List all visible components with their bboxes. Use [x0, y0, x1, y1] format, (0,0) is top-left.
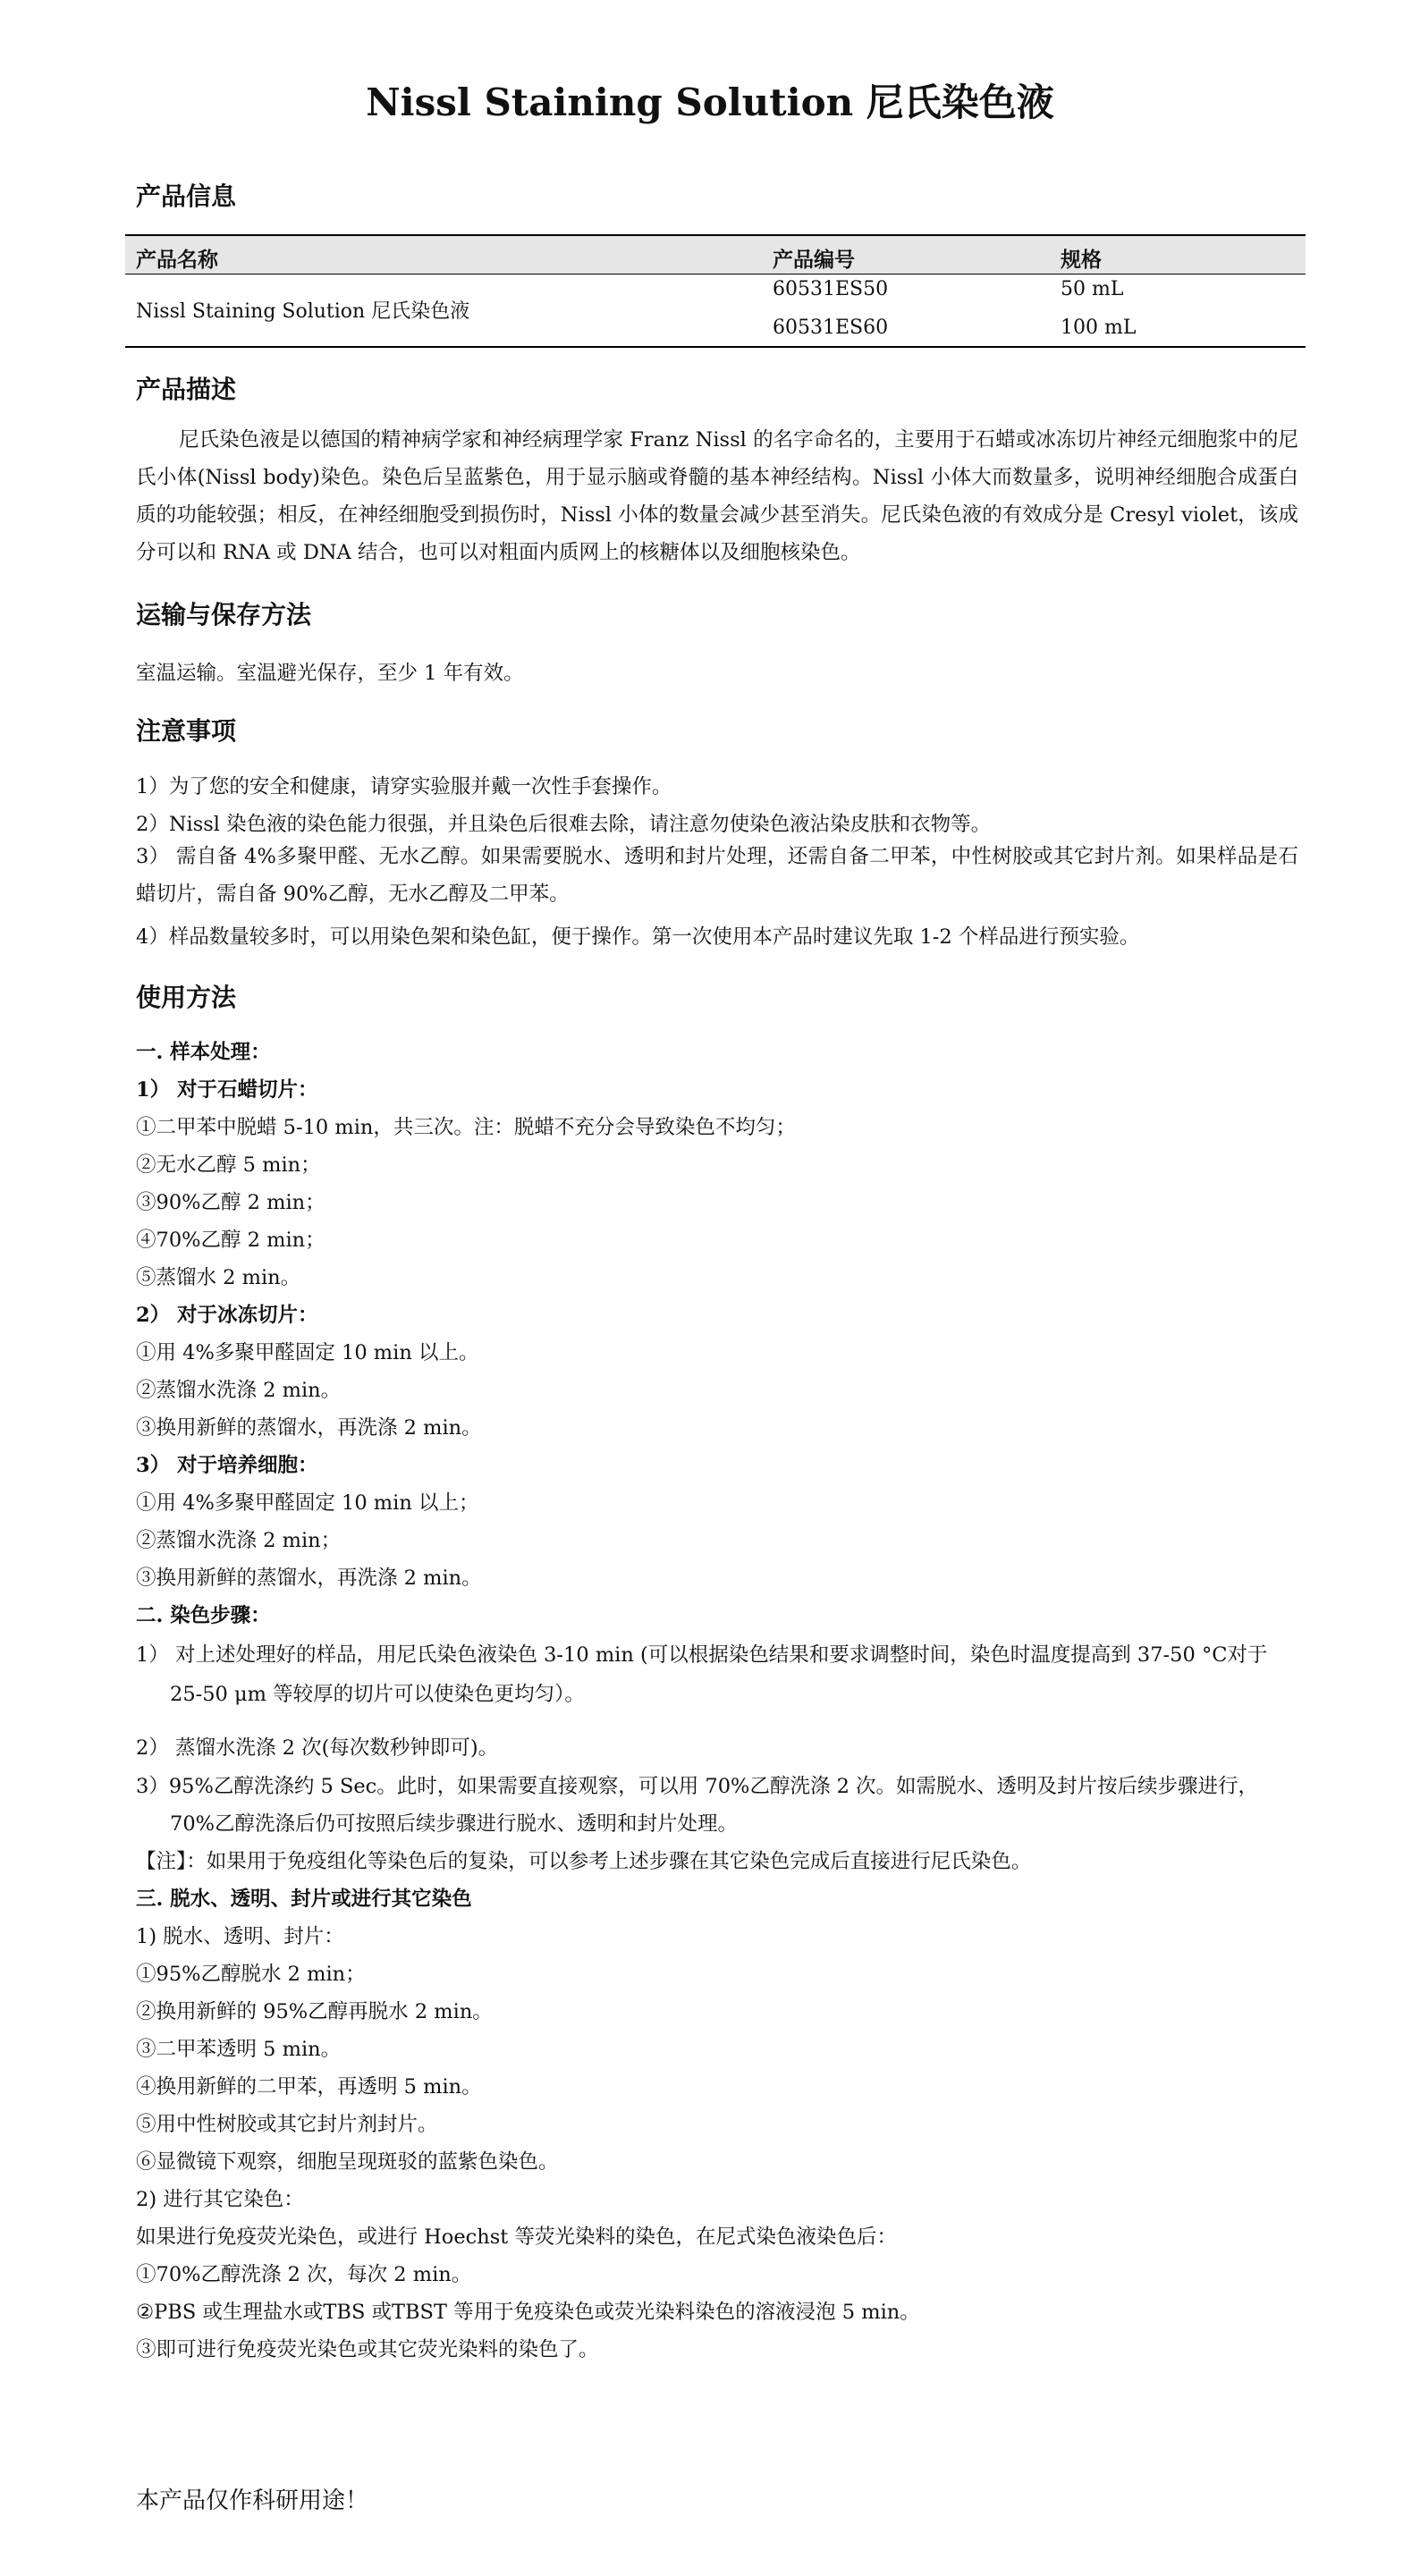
usage-heading-sample: 一. 样本处理： [136, 1041, 271, 1064]
other-staining-step: ②PBS 或生理盐水或TBS 或TBST 等用于免疫染色或荧光染料染色的溶液浸泡 5 min。 [136, 2301, 920, 2324]
footer-disclaimer: 本产品仅作科研用途！ [136, 2487, 369, 2514]
usage-step: ③90%乙醇 2 min； [136, 1191, 325, 1214]
staining-step-continued: 25-50 μm 等较厚的切片可以使染色更均匀）。 [170, 1683, 585, 1706]
usage-step: ⑤蒸馏水 2 min。 [136, 1266, 301, 1289]
other-staining-step: ③即可进行免疫荧光染色或其它荧光染料的染色了。 [136, 2338, 599, 2361]
dehydrate-step: ②换用新鲜的 95%乙醇再脱水 2 min。 [136, 2000, 493, 2023]
staining-step-continued: 70%乙醇洗涤后仍可按照后续步骤进行脱水、透明和封片处理。 [170, 1812, 739, 1836]
usage-step: ③换用新鲜的蒸馏水，再洗涤 2 min。 [136, 1416, 482, 1440]
table-header-name: 产品名称 [136, 248, 218, 272]
usage-subheading-frozen: 2） 对于冰冻切片： [136, 1304, 318, 1327]
staining-step: 1） 对上述处理好的样品，用尼氏染色液染色 3-10 min (可以根据染色结果和要求调整时间，染色时温度提高到 37-50 °C对于 [136, 1643, 1268, 1667]
staining-step: 2） 蒸馏水洗涤 2 次(每次数秒钟即可)。 [136, 1736, 499, 1760]
dehydrate-step: ⑤用中性树胶或其它封片剂封片。 [136, 2113, 438, 2136]
usage-step: ④70%乙醇 2 min； [136, 1229, 325, 1252]
table-cell-spec: 100 mL [1061, 317, 1137, 339]
usage-step: ②无水乙醇 5 min； [136, 1153, 321, 1177]
section-heading-description: 产品描述 [136, 375, 237, 404]
dehydrate-step: ③二甲苯透明 5 min。 [136, 2038, 342, 2061]
staining-step: 3）95%乙醇洗涤约 5 Sec。此时，如果需要直接观察，可以用 70%乙醇洗涤 2 次。如需脱水、透明及封片按后续步骤进行， [136, 1775, 1259, 1798]
table-product-name: Nissl Staining Solution 尼氏染色液 [136, 300, 470, 323]
usage-heading-dehydrate: 三. 脱水、透明、封片或进行其它染色 [136, 1888, 472, 1911]
table-body [125, 274, 1306, 346]
section-heading-info: 产品信息 [136, 182, 237, 211]
dehydrate-step: ④换用新鲜的二甲苯，再透明 5 min。 [136, 2075, 482, 2099]
usage-heading-staining: 二. 染色步骤： [136, 1604, 271, 1627]
other-staining-step: ①70%乙醇洗涤 2 次，每次 2 min。 [136, 2263, 472, 2286]
other-staining-intro: 如果进行免疫荧光染色，或进行 Hoechst 等荧光染料的染色，在尼式染色液染色后： [136, 2225, 897, 2249]
table-bottom-rule [125, 346, 1306, 348]
storage-text: 室温运输。室温避光保存，至少 1 年有效。 [136, 662, 524, 685]
staining-note: 【注】：如果用于免疫组化等染色后的复染，可以参考上述步骤在其它染色完成后直接进行尼氏染色。 [136, 1850, 1032, 1873]
section-heading-usage: 使用方法 [136, 983, 237, 1012]
page-title: Nissl Staining Solution 尼氏染色液 [366, 80, 1054, 124]
usage-step: ①用 4%多聚甲醛固定 10 min 以上。 [136, 1341, 479, 1364]
table-header-spec: 规格 [1061, 248, 1102, 272]
description-paragraph: 尼氏染色液是以德国的精神病学家和神经病理学家 Franz Nissl 的名字命名的，主要用于石蜡或冰冻切片神经元细胞浆中的尼氏小体(Nissl body)染色。染色后呈蓝紫色，用于显示脑或脊髓的基本神经结构。Nissl 小体大而数量多，说明神经细胞合成蛋白质的功能较强；相反，在神经细胞受到损伤时，Nissl 小体的数量会减少甚至消失。尼氏染色液的有效成分是 Cresyl violet，该成分可以和 RNA 或 DNA 结合，也可以对粗面内质网上的核糖体以及细胞核染色。 [136, 428, 1298, 564]
usage-subheading-paraffin: 1） 对于石蜡切片： [136, 1078, 318, 1102]
usage-subheading-cells: 3） 对于培养细胞： [136, 1454, 318, 1477]
table-header-row [125, 236, 1306, 274]
table-cell-code: 60531ES50 [773, 278, 889, 300]
note-item: 3） 需自备 4%多聚甲醛、无水乙醇。如果需要脱水、透明和封片处理，还需自备二甲苯，中性树胶或其它封片剂。如果样品是石蜡切片，需自备 90%乙醇，无水乙醇及二甲苯。 [136, 845, 1298, 906]
product-table [125, 234, 1306, 348]
usage-step: ②蒸馏水洗涤 2 min。 [136, 1379, 342, 1402]
table-cell-spec: 50 mL [1061, 278, 1124, 300]
section-heading-storage: 运输与保存方法 [136, 600, 312, 629]
usage-step: ①二甲苯中脱蜡 5-10 min，共三次。注：脱蜡不充分会导致染色不均匀； [136, 1116, 796, 1139]
dehydrate-step: ①95%乙醇脱水 2 min； [136, 1963, 366, 1986]
dehydrate-step: ⑥显微镜下观察，细胞呈现斑驳的蓝紫色染色。 [136, 2150, 559, 2174]
table-header-code: 产品编号 [773, 248, 855, 272]
other-staining-subheading: 2) 进行其它染色： [136, 2188, 304, 2211]
dehydrate-subheading: 1) 脱水、透明、封片： [136, 1925, 344, 1948]
section-heading-notes: 注意事项 [136, 716, 237, 746]
usage-step: ①用 4%多聚甲醛固定 10 min 以上； [136, 1491, 479, 1515]
usage-step: ②蒸馏水洗涤 2 min； [136, 1529, 342, 1552]
note-item: 1）为了您的安全和健康，请穿实验服并戴一次性手套操作。 [136, 775, 672, 798]
usage-step: ③换用新鲜的蒸馏水，再洗涤 2 min。 [136, 1567, 482, 1590]
table-cell-code: 60531ES60 [773, 317, 889, 339]
note-item: 2）Nissl 染色液的染色能力很强，并且染色后很难去除，请注意勿使染色液沾染皮肤和衣物等。 [136, 813, 992, 836]
note-item: 4）样品数量较多时，可以用染色架和染色缸，便于操作。第一次使用本产品时建议先取 1-2 个样品进行预实验。 [136, 925, 1140, 949]
